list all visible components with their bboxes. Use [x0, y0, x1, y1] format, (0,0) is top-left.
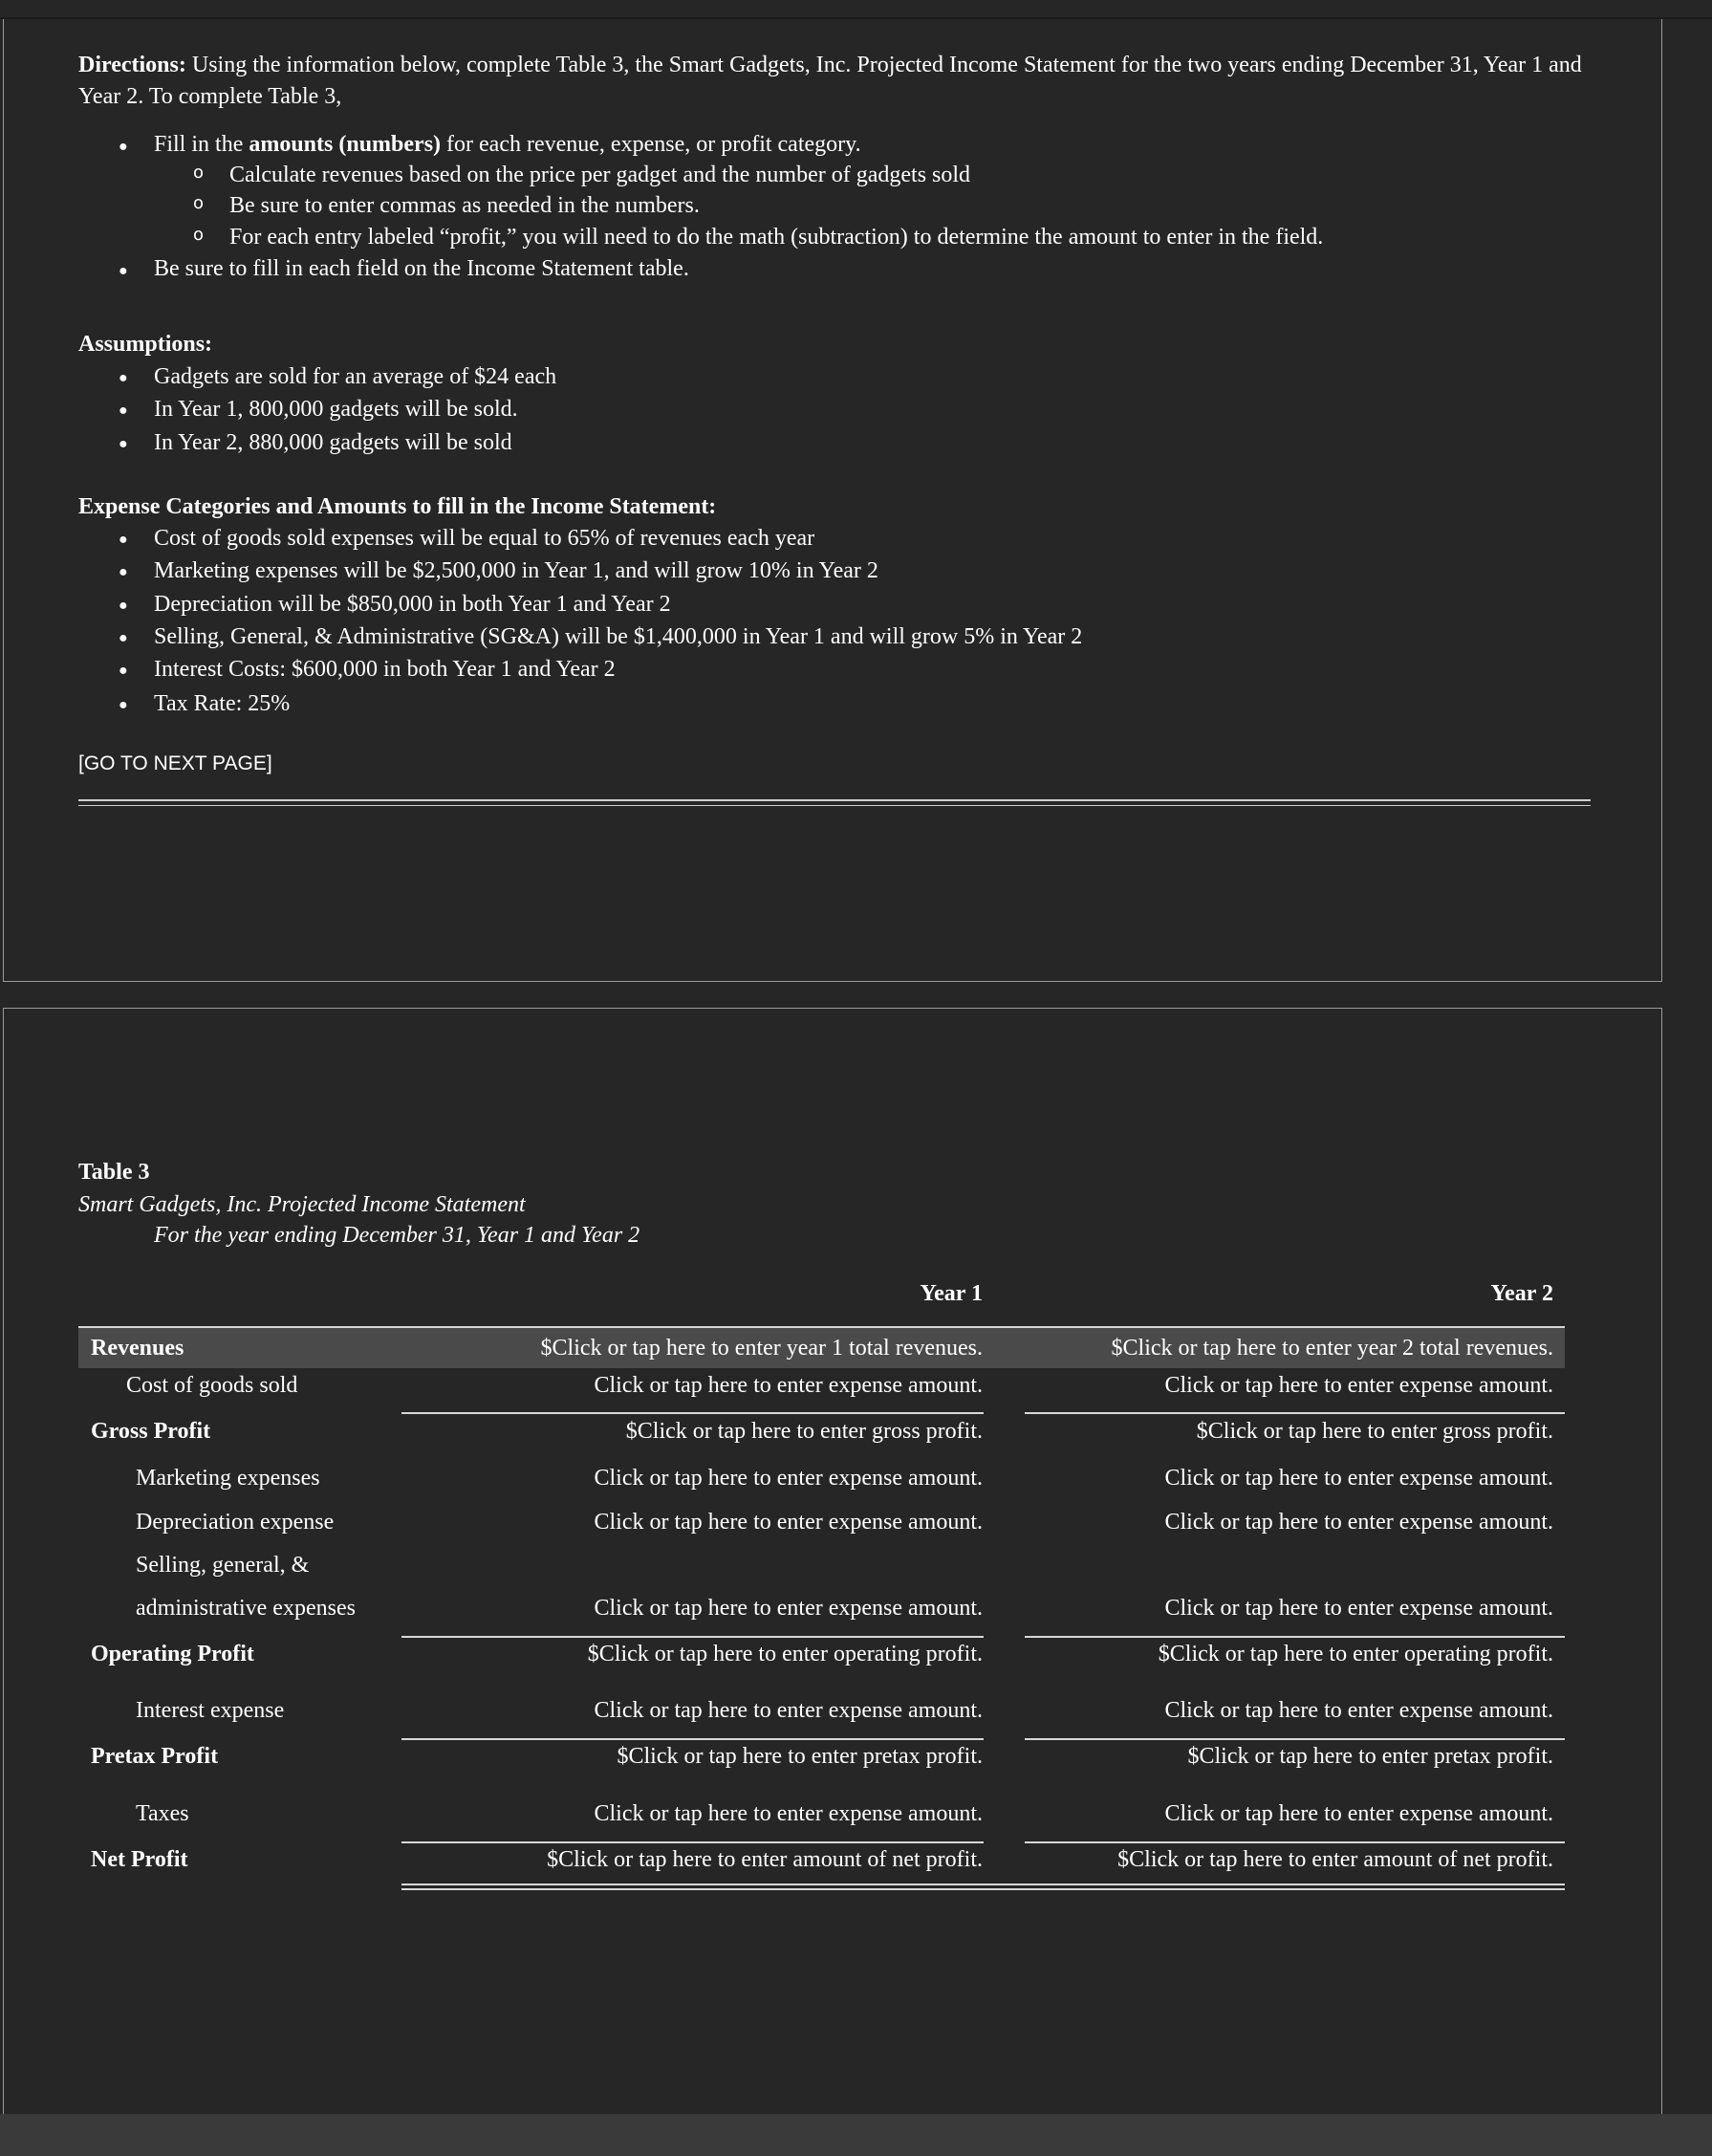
- year2-operating-profit-field[interactable]: $Click or tap here to enter operating profit.: [1158, 1642, 1553, 1666]
- row-label-pretax-profit: Pretax Profit: [91, 1744, 219, 1769]
- row-label-net-profit: Net Profit: [91, 1847, 188, 1872]
- assumption-item: In Year 1, 800,000 gadgets will be sold.: [154, 397, 518, 422]
- assumption-item: Gadgets are sold for an average of $24 each: [154, 364, 557, 389]
- year1-sga-field[interactable]: Click or tap here to enter expense amount.: [594, 1596, 983, 1621]
- year1-taxes-field[interactable]: Click or tap here to enter expense amount.: [594, 1801, 983, 1826]
- column-header-year-1: Year 1: [920, 1281, 983, 1306]
- year2-marketing-field[interactable]: Click or tap here to enter expense amount.: [1164, 1466, 1553, 1491]
- year2-gross-profit-field[interactable]: $Click or tap here to enter gross profit.: [1196, 1419, 1553, 1444]
- bullet-icon: ●: [119, 598, 128, 614]
- assumptions-heading: Assumptions:: [78, 332, 213, 357]
- expense-item: Interest Costs: $600,000 in both Year 1 and Year 2: [154, 657, 616, 682]
- row-label-interest: Interest expense: [136, 1698, 285, 1723]
- net-profit-double-rule-top: [401, 1884, 1565, 1885]
- directions-bullet-2: Be sure to fill in each field on the Income Statement table.: [154, 256, 689, 281]
- year2-taxes-field[interactable]: Click or tap here to enter expense amount.: [1164, 1801, 1553, 1826]
- year1-pretax-profit-field[interactable]: $Click or tap here to enter pretax profit.: [617, 1744, 983, 1769]
- row-label-taxes: Taxes: [136, 1801, 189, 1826]
- year2-revenues-field[interactable]: $Click or tap here to enter year 2 total revenues.: [1111, 1336, 1553, 1361]
- year2-pretax-profit-field[interactable]: $Click or tap here to enter pretax profit.: [1187, 1744, 1553, 1769]
- directions-sub-3: For each entry labeled “profit,” you will need to do the math (subtraction) to determine the amount to enter in the field.: [229, 225, 1324, 250]
- row-label-sga-line2: administrative expenses: [136, 1596, 356, 1621]
- year1-marketing-field[interactable]: Click or tap here to enter expense amount.: [594, 1466, 983, 1491]
- assumption-item: In Year 2, 880,000 gadgets will be sold: [154, 430, 512, 455]
- page-break-rule: [78, 799, 1591, 806]
- bullet-icon: ●: [119, 139, 128, 155]
- bullet-icon: ●: [119, 263, 128, 279]
- year2-interest-field[interactable]: Click or tap here to enter expense amount.: [1164, 1698, 1553, 1723]
- row-label-cogs: Cost of goods sold: [126, 1373, 298, 1398]
- circle-bullet-icon: o: [193, 193, 205, 213]
- bullet-icon: ●: [119, 630, 128, 646]
- year2-depreciation-field[interactable]: Click or tap here to enter expense amount.: [1164, 1510, 1553, 1535]
- year1-depreciation-field[interactable]: Click or tap here to enter expense amount.: [594, 1510, 983, 1535]
- table-title: Smart Gadgets, Inc. Projected Income Statement: [78, 1192, 526, 1217]
- year1-net-profit-field[interactable]: $Click or tap here to enter amount of net profit.: [547, 1847, 983, 1872]
- year1-operating-profit-field[interactable]: $Click or tap here to enter operating profit.: [587, 1642, 983, 1666]
- go-to-next-page: [GO TO NEXT PAGE]: [78, 752, 272, 774]
- year1-cogs-field[interactable]: Click or tap here to enter expense amount.: [594, 1373, 983, 1398]
- circle-bullet-icon: o: [193, 163, 205, 183]
- table-subtitle: For the year ending December 31, Year 1 and Year 2: [154, 1223, 640, 1248]
- directions-text: Using the information below, complete Table 3, the Smart Gadgets, Inc. Projected Income Statement for the two years ending December 31, Year 1 and Year 2. To complete Table 3,: [78, 53, 1582, 109]
- row-label-marketing: Marketing expenses: [136, 1466, 320, 1491]
- directions-sub-2: Be sure to enter commas as needed in the numbers.: [229, 193, 700, 218]
- directions-label: Directions:: [78, 53, 186, 77]
- year2-net-profit-field[interactable]: $Click or tap here to enter amount of net profit.: [1117, 1847, 1553, 1872]
- year2-cogs-field[interactable]: Click or tap here to enter expense amount.: [1164, 1373, 1553, 1398]
- year2-sga-field[interactable]: Click or tap here to enter expense amount.: [1164, 1596, 1553, 1621]
- row-label-revenues: Revenues: [91, 1336, 184, 1361]
- row-label-sga-line1: Selling, general, &: [136, 1553, 310, 1578]
- row-label-operating-profit: Operating Profit: [91, 1642, 254, 1666]
- bullet-icon: ●: [119, 532, 128, 548]
- expense-item: Cost of goods sold expenses will be equal to 65% of revenues each year: [154, 526, 815, 551]
- year1-subtotal-rule: [401, 1412, 984, 1414]
- circle-bullet-icon: o: [193, 225, 205, 245]
- net-profit-double-rule-bottom: [401, 1888, 1565, 1890]
- bullet-icon: ●: [119, 403, 128, 419]
- row-label-depreciation: Depreciation expense: [136, 1510, 335, 1535]
- expense-item: Depreciation will be $850,000 in both Year 1 and Year 2: [154, 592, 671, 617]
- window-bottom-bar: [0, 2114, 1712, 2156]
- year1-revenues-field[interactable]: $Click or tap here to enter year 1 total revenues.: [540, 1336, 983, 1361]
- year1-gross-profit-field[interactable]: $Click or tap here to enter gross profit.: [625, 1419, 983, 1444]
- year2-subtotal-rule: [1025, 1412, 1565, 1414]
- expense-item: Selling, General, & Administrative (SG&A) will be $1,400,000 in Year 1 and will grow 5% in Year 2: [154, 624, 1083, 649]
- bullet-icon: ●: [119, 697, 128, 713]
- table-number: Table 3: [78, 1160, 150, 1185]
- column-header-year-2: Year 2: [1490, 1281, 1553, 1306]
- directions-sub-1: Calculate revenues based on the price per gadget and the number of gadgets sold: [229, 163, 971, 187]
- bullet-icon: ●: [119, 370, 128, 386]
- directions-bullet-1: Fill in the amounts (numbers) for each revenue, expense, or profit category.: [154, 132, 861, 157]
- directions-paragraph: [78, 50, 1608, 113]
- year1-interest-field[interactable]: Click or tap here to enter expense amount.: [594, 1698, 983, 1723]
- expense-item: Tax Rate: 25%: [154, 691, 291, 716]
- bullet-icon: ●: [119, 663, 128, 679]
- bullet-icon: ●: [119, 564, 128, 580]
- expenses-heading: Expense Categories and Amounts to fill in the Income Statement:: [78, 494, 717, 519]
- row-label-gross-profit: Gross Profit: [91, 1419, 211, 1444]
- bullet-icon: ●: [119, 436, 128, 452]
- expense-item: Marketing expenses will be $2,500,000 in Year 1, and will grow 10% in Year 2: [154, 558, 878, 583]
